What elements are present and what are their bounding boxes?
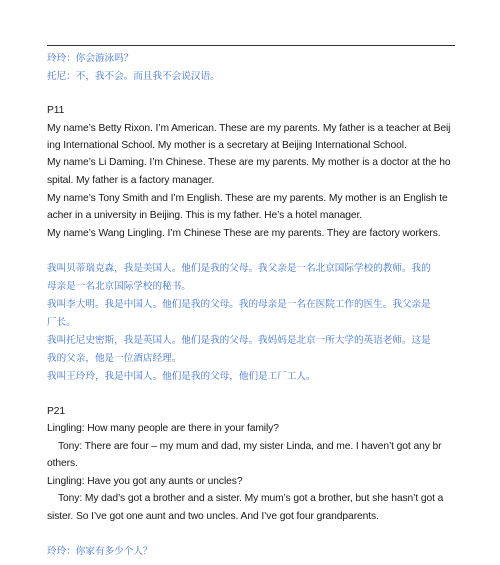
paragraph-line-cn: 厂长。 bbox=[47, 317, 76, 328]
dialog-line-cn: 玲玲：你会游泳吗？ bbox=[47, 53, 134, 64]
paragraph-line-cn: 母亲是一名北京国际学校的秘书。 bbox=[47, 281, 191, 292]
paragraph-line-en: ing International School. My mother is a secretary at Beijing International School. bbox=[47, 140, 407, 151]
paragraph-line-cn: 我叫李大明。我是中国人。他们是我的父母。我的母亲是一名在医院工作的医生。我父亲是 bbox=[47, 299, 431, 310]
paragraph-line-cn: 我的父亲，他是一位酒店经理。 bbox=[47, 353, 182, 364]
dialog-line-en: Lingling: How many people are there in your family? bbox=[47, 423, 279, 434]
section-heading-p21: P21 bbox=[47, 406, 66, 417]
dialog-line-cn: 玲玲：你家有多少个人？ bbox=[47, 546, 153, 557]
dialog-line-en: sister. So I’ve got one aunt and two uncles. And I’ve got four grandparents. bbox=[47, 511, 379, 522]
paragraph-line-en: spital. My father is a factory manager. bbox=[47, 175, 215, 186]
dialog-line-en: others. bbox=[47, 458, 78, 469]
paragraph-line-cn: 我叫托尼史密斯，我是英国人。他们是我的父母。我妈妈是北京一所大学的英语老师。这是 bbox=[47, 335, 431, 346]
paragraph-line-en: acher in a university in Beijing. This is my father. He’s a hotel manager. bbox=[47, 210, 363, 221]
dialog-line-cn: 托尼：不，我不会。而且我不会说汉语。 bbox=[47, 71, 220, 82]
section-heading-p11: P11 bbox=[47, 105, 65, 116]
paragraph-line-en: My name’s Li Daming. I’m Chinese. These are my parents. My mother is a doctor at the ho bbox=[47, 157, 451, 168]
paragraph-line-en: My name’s Wang Lingling. I’m Chinese These are my parents. They are factory workers. bbox=[47, 228, 441, 239]
dialog-line-en: Tony: My dad’s got a brother and a sister. My mum’s got a brother, but she hasn’t got a bbox=[58, 493, 444, 504]
dialog-line-en: Lingling: Have you got any aunts or uncles? bbox=[47, 476, 243, 487]
paragraph-line-cn: 我叫贝蒂瑞克森，我是美国人。他们是我的父母。我父亲是一名北京国际学校的教师。我的 bbox=[47, 263, 431, 274]
top-rule bbox=[47, 45, 455, 46]
dialog-line-en: Tony: There are four – my mum and dad, my sister Linda, and me. I haven’t got any br bbox=[58, 441, 442, 452]
paragraph-line-cn: 我叫王玲玲，我是中国人。他们是我的父母，他们是工厂工人。 bbox=[47, 371, 316, 382]
paragraph-line-en: My name’s Betty Rixon. I’m American. These are my parents. My father is a teacher at Beij bbox=[47, 123, 451, 134]
paragraph-line-en: My name’s Tony Smith and I’m English. These are my parents. My mother is an English te bbox=[47, 193, 448, 204]
